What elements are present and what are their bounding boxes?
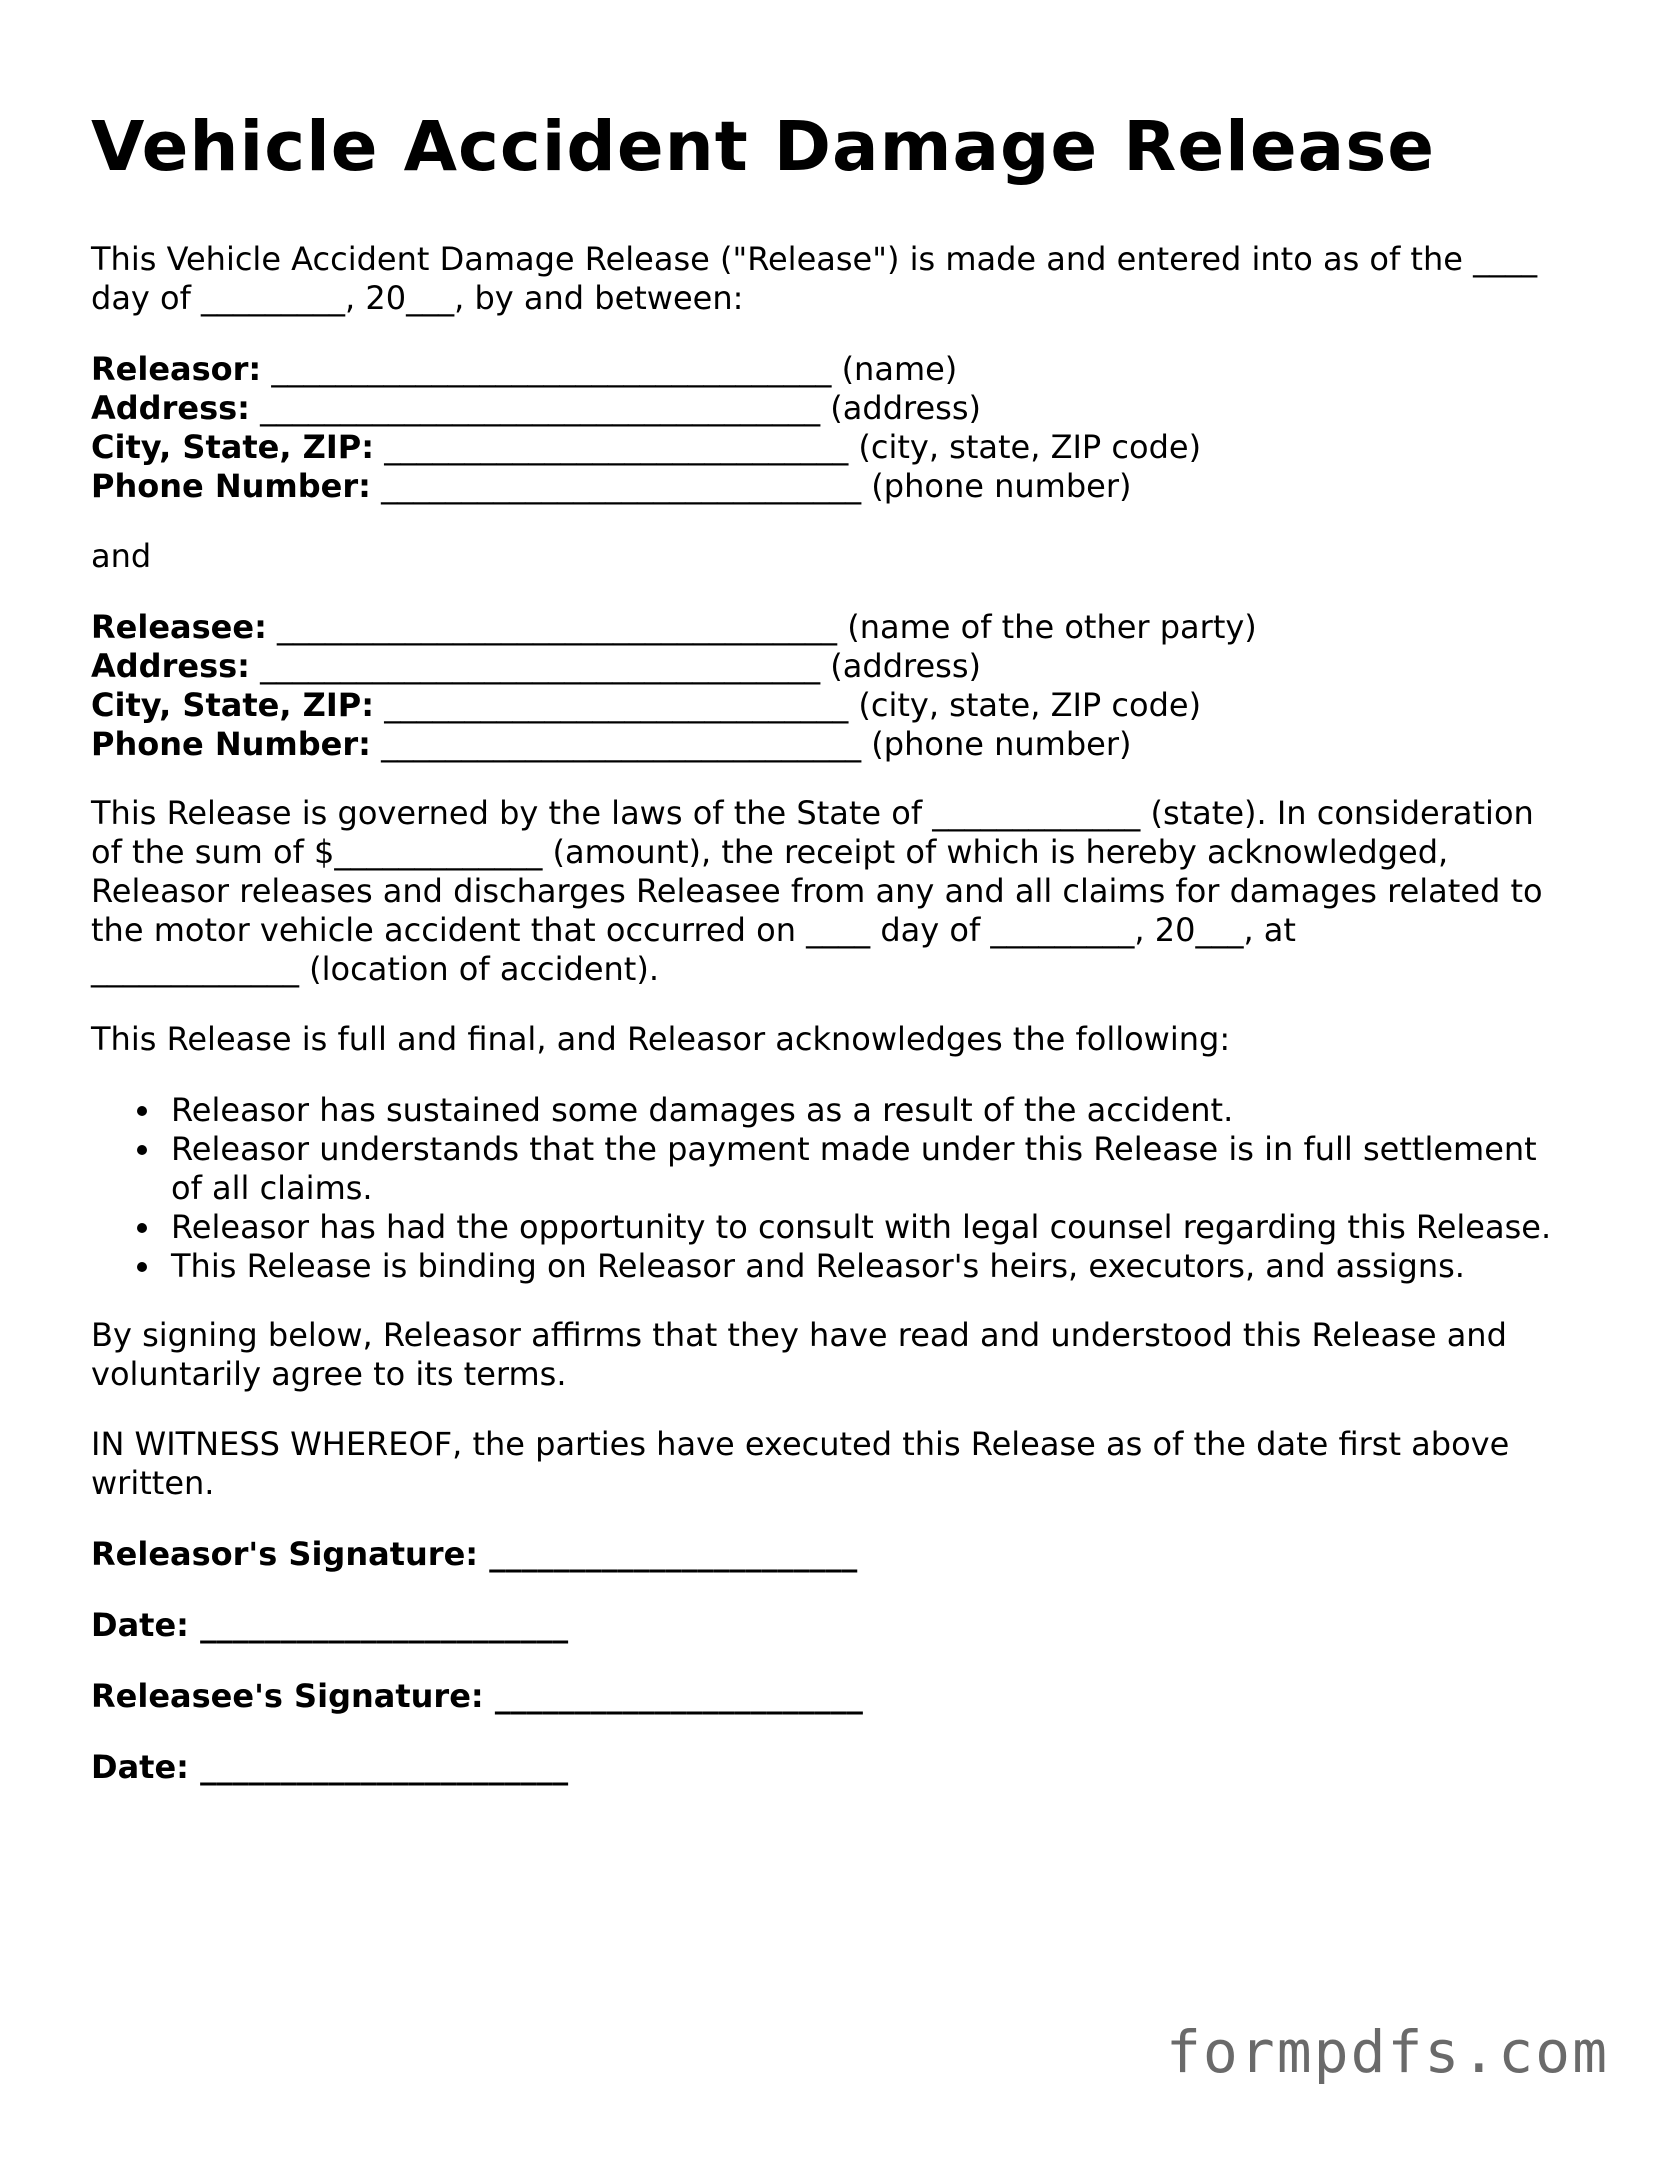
releasor-signature-line: Releasor's Signature: _______________________ <box>91 1535 858 1573</box>
releasor-address-blank: ___________________________________ (address) <box>249 389 981 427</box>
document-title: Vehicle Accident Damage Release <box>91 107 1436 187</box>
governing-line-4: the motor vehicle accident that occurred on ____ day of _________, 20___, at <box>91 911 1296 949</box>
releasee-address-blank: ___________________________________ (address) <box>249 647 981 685</box>
witness-line-2: written. <box>91 1464 215 1502</box>
releasee-name-blank: ___________________________________ (name of the other party) <box>266 608 1257 646</box>
releasor-address-label: Address: <box>91 389 250 427</box>
list-item-text: Releasor has had the opportunity to consult with legal counsel regarding this Release. <box>171 1208 1552 1246</box>
releasor-address-field <box>91 389 1201 428</box>
releasee-city-field <box>91 686 1257 725</box>
bullet-icon <box>137 1145 147 1155</box>
bullet-icon <box>137 1106 147 1116</box>
witness-paragraph <box>91 1425 1591 1503</box>
releasee-city-blank: _____________________________ (city, state, ZIP code) <box>374 686 1202 724</box>
date-line-2: Date: _______________________ <box>91 1748 569 1786</box>
and-line: and <box>91 537 152 575</box>
list-item-text-cont: of all claims. <box>171 1169 373 1207</box>
bullet-icon <box>137 1223 147 1233</box>
list-item <box>91 1130 1591 1208</box>
list-item-text: This Release is binding on Releasor and Releasor's heirs, executors, and assigns. <box>171 1247 1465 1285</box>
releasor-block <box>91 350 1201 506</box>
releasee-phone-field <box>91 725 1257 764</box>
releasee-phone-blank: ______________________________ (phone number) <box>370 725 1132 763</box>
governing-paragraph <box>91 794 1591 989</box>
acknowledge-intro-line: This Release is full and final, and Releasor acknowledges the following: <box>91 1020 1231 1058</box>
releasor-phone-blank: ______________________________ (phone number) <box>370 467 1132 505</box>
releasee-name-field <box>91 608 1257 647</box>
releasor-phone-label: Phone Number: <box>91 467 371 505</box>
intro-paragraph <box>91 240 1591 318</box>
releasor-name-field <box>91 350 1201 389</box>
releasor-city-field <box>91 428 1201 467</box>
governing-line-5: _____________ (location of accident). <box>91 950 659 988</box>
releasee-block <box>91 608 1257 764</box>
releasor-phone-field <box>91 467 1201 506</box>
bullet-icon <box>137 1262 147 1272</box>
acknowledge-intro <box>91 1020 1591 1059</box>
witness-line-1: IN WITNESS WHEREOF, the parties have executed this Release as of the date first above <box>91 1425 1510 1463</box>
list-item-text: Releasor has sustained some damages as a result of the accident. <box>171 1091 1234 1129</box>
list-item <box>91 1091 1591 1130</box>
releasor-city-label: City, State, ZIP: <box>91 428 375 466</box>
list-item <box>91 1208 1591 1247</box>
governing-line-2: of the sum of $_____________ (amount), the receipt of which is hereby acknowledged, <box>91 833 1449 871</box>
date-line-1: Date: _______________________ <box>91 1606 569 1644</box>
releasee-phone-label: Phone Number: <box>91 725 371 763</box>
releasor-name-blank: ___________________________________ (name) <box>261 350 958 388</box>
acknowledgement-list <box>91 1091 1591 1286</box>
intro-line-1: This Vehicle Accident Damage Release ("Release") is made and entered into as of the ____ <box>91 240 1538 278</box>
affirm-line-1: By signing below, Releasor affirms that they have read and understood this Release and <box>91 1316 1507 1354</box>
and-text <box>91 537 1591 576</box>
releasor-city-blank: _____________________________ (city, state, ZIP code) <box>374 428 1202 466</box>
governing-line-1: This Release is governed by the laws of the State of _____________ (state). In consideration <box>91 794 1534 832</box>
intro-line-2: day of _________, 20___, by and between: <box>91 279 744 317</box>
releasee-address-field <box>91 647 1257 686</box>
releasee-city-label: City, State, ZIP: <box>91 686 375 724</box>
affirm-line-2: voluntarily agree to its terms. <box>91 1355 567 1393</box>
releasor-name-label: Releasor: <box>91 350 262 388</box>
list-item <box>91 1247 1591 1286</box>
watermark-text: formpdfs.com <box>1165 2018 1609 2086</box>
list-item-text: Releasor understands that the payment made under this Release is in full settlement <box>171 1130 1537 1168</box>
releasee-address-label: Address: <box>91 647 250 685</box>
governing-line-3: Releasor releases and discharges Releasee from any and all claims for damages related to <box>91 872 1543 910</box>
releasee-name-label: Releasee: <box>91 608 267 646</box>
releasee-signature-line: Releasee's Signature: _______________________ <box>91 1677 863 1715</box>
affirm-paragraph <box>91 1316 1591 1394</box>
